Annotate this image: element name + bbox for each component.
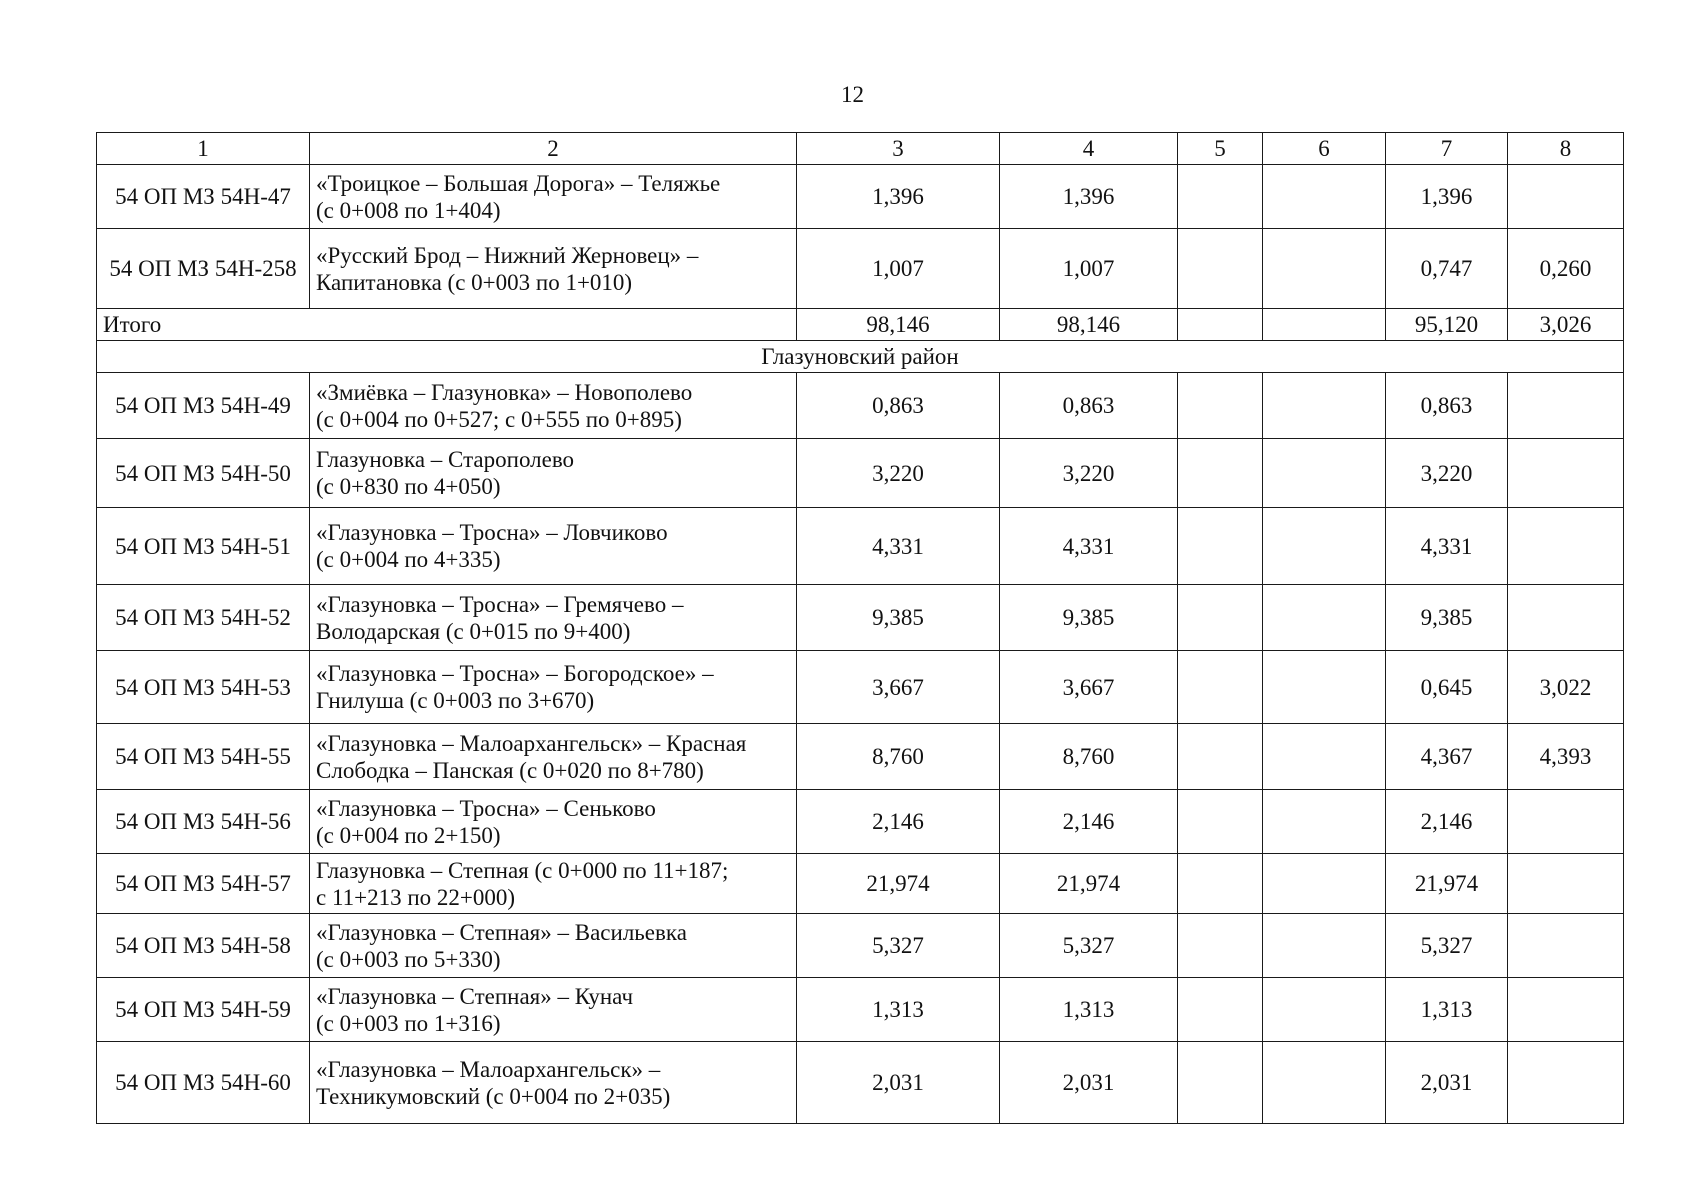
value-cell-c6 xyxy=(1263,229,1386,309)
road-code: 54 ОП МЗ 54Н-58 xyxy=(115,933,291,958)
road-name-line: «Глазуновка – Малоархангельск» – Красная xyxy=(316,730,747,756)
table-row xyxy=(97,439,1624,508)
value-cell-c3: 1,313 xyxy=(797,978,1000,1042)
road-code-cell xyxy=(97,508,310,585)
road-code-cell xyxy=(97,373,310,439)
value-cell-c4: 3,220 xyxy=(1000,439,1178,508)
table-row xyxy=(97,790,1624,854)
value-cell-c8 xyxy=(1508,165,1624,229)
road-code-cell xyxy=(97,914,310,978)
road-name-line: «Глазуновка – Степная» – Кунач xyxy=(316,983,634,1009)
district-name: Глазуновский район xyxy=(97,341,1624,373)
total-label: Итого xyxy=(97,309,797,341)
road-name-line: (с 0+004 по 2+150) xyxy=(316,822,501,848)
road-name-line: (с 0+003 по 5+330) xyxy=(316,946,501,972)
road-code: 54 ОП МЗ 54Н-50 xyxy=(115,460,291,486)
road-name-line: (с 0+003 по 1+316) xyxy=(316,1010,501,1036)
road-name-line: «Змиёвка – Глазуновка» – Новополево xyxy=(316,379,693,405)
value-cell-c4: 2,031 xyxy=(1000,1042,1178,1124)
road-code: 54 ОП МЗ 54Н-59 xyxy=(115,997,291,1022)
table-row xyxy=(97,165,1624,229)
value-cell-c6 xyxy=(1263,373,1386,439)
road-name-cell xyxy=(310,854,797,914)
value-cell-c7: 5,327 xyxy=(1386,914,1508,978)
total-value-c7: 95,120 xyxy=(1386,309,1508,341)
value-cell-c5 xyxy=(1178,439,1263,508)
column-header: 6 xyxy=(1263,133,1386,165)
value-cell-c7: 21,974 xyxy=(1386,854,1508,914)
value-cell-c5 xyxy=(1178,508,1263,585)
roads-table xyxy=(96,132,1624,1124)
value-cell-c3: 8,760 xyxy=(797,724,1000,790)
value-cell-c6 xyxy=(1263,508,1386,585)
road-name-line: с 11+213 по 22+000) xyxy=(316,884,516,910)
road-code: 54 ОП МЗ 54Н-51 xyxy=(115,533,291,559)
road-name-cell xyxy=(310,373,797,439)
road-code: 54 ОП МЗ 54Н-47 xyxy=(115,184,291,209)
value-cell-c7: 1,313 xyxy=(1386,978,1508,1042)
road-name-line: (с 0+830 по 4+050) xyxy=(316,474,501,499)
page-number: 12 xyxy=(841,82,864,107)
table-row xyxy=(97,229,1624,309)
value-cell-c4: 1,313 xyxy=(1000,978,1178,1042)
value-cell-c4: 9,385 xyxy=(1000,585,1178,651)
value-cell-c3: 21,974 xyxy=(797,854,1000,914)
column-header: 4 xyxy=(1000,133,1178,165)
value-cell-c8: 0,260 xyxy=(1508,229,1624,309)
road-code-cell xyxy=(97,439,310,508)
road-name-line: Слободка – Панская (с 0+020 по 8+780) xyxy=(316,757,704,783)
road-name-line: «Глазуновка – Тросна» – Богородское» – xyxy=(316,661,714,686)
value-cell-c6 xyxy=(1263,790,1386,854)
road-name-line: «Глазуновка – Малоархангельск» – xyxy=(316,1056,661,1082)
road-name-line: Глазуновка – Старополево xyxy=(316,447,575,472)
road-name-line: «Глазуновка – Тросна» – Ловчиково xyxy=(316,520,668,545)
road-name-line: Техникумовский (с 0+004 по 2+035) xyxy=(316,1083,671,1109)
value-cell-c5 xyxy=(1178,373,1263,439)
road-name-line: «Русский Брод – Нижний Жерновец» – xyxy=(316,242,699,268)
value-cell-c7: 0,747 xyxy=(1386,229,1508,309)
value-cell-c7: 4,331 xyxy=(1386,508,1508,585)
value-cell-c7: 1,396 xyxy=(1386,165,1508,229)
value-cell-c3: 2,031 xyxy=(797,1042,1000,1124)
column-header: 1 xyxy=(97,133,310,165)
value-cell-c4: 21,974 xyxy=(1000,854,1178,914)
road-name-line: «Глазуновка – Тросна» – Гремячево – xyxy=(316,591,684,617)
value-cell-c4: 3,667 xyxy=(1000,651,1178,724)
value-cell-c5 xyxy=(1178,914,1263,978)
table-row xyxy=(97,914,1624,978)
table-row xyxy=(97,1042,1624,1124)
value-cell-c6 xyxy=(1263,914,1386,978)
total-row xyxy=(97,309,1624,341)
value-cell-c8 xyxy=(1508,508,1624,585)
value-cell-c5 xyxy=(1178,724,1263,790)
table-row xyxy=(97,854,1624,914)
road-name-line: Володарская (с 0+015 по 9+400) xyxy=(316,618,631,644)
road-code: 54 ОП МЗ 54Н-56 xyxy=(115,809,291,834)
value-cell-c3: 3,220 xyxy=(797,439,1000,508)
value-cell-c5 xyxy=(1178,229,1263,309)
road-code-cell xyxy=(97,978,310,1042)
value-cell-c8 xyxy=(1508,439,1624,508)
road-name-line: «Троицкое – Большая Дорога» – Теляжье xyxy=(316,170,721,196)
road-name-line: (с 0+004 по 0+527; с 0+555 по 0+895) xyxy=(316,406,682,432)
road-name-cell xyxy=(310,585,797,651)
value-cell-c7: 2,146 xyxy=(1386,790,1508,854)
total-value-c5 xyxy=(1178,309,1263,341)
column-header: 2 xyxy=(310,133,797,165)
table-row xyxy=(97,508,1624,585)
road-name-line: (с 0+008 по 1+404) xyxy=(316,197,501,223)
district-row xyxy=(97,341,1624,373)
value-cell-c4: 8,760 xyxy=(1000,724,1178,790)
road-code-cell xyxy=(97,585,310,651)
column-header: 8 xyxy=(1508,133,1624,165)
road-code-cell xyxy=(97,854,310,914)
road-code-cell xyxy=(97,651,310,724)
road-name-cell xyxy=(310,651,797,724)
road-name-cell xyxy=(310,790,797,854)
road-code-cell xyxy=(97,724,310,790)
road-code: 54 ОП МЗ 54Н-53 xyxy=(115,674,291,700)
road-name-line: Глазуновка – Степная (с 0+000 по 11+187; xyxy=(316,857,729,883)
value-cell-c5 xyxy=(1178,651,1263,724)
road-code: 54 ОП МЗ 54Н-49 xyxy=(115,393,291,418)
value-cell-c3: 2,146 xyxy=(797,790,1000,854)
road-name-cell xyxy=(310,978,797,1042)
total-value-c4: 98,146 xyxy=(1000,309,1178,341)
road-code: 54 ОП МЗ 54Н-52 xyxy=(115,605,291,630)
road-name-cell xyxy=(310,724,797,790)
value-cell-c5 xyxy=(1178,790,1263,854)
table-row xyxy=(97,978,1624,1042)
value-cell-c3: 1,396 xyxy=(797,165,1000,229)
value-cell-c3: 9,385 xyxy=(797,585,1000,651)
value-cell-c3: 1,007 xyxy=(797,229,1000,309)
value-cell-c5 xyxy=(1178,854,1263,914)
value-cell-c5 xyxy=(1178,165,1263,229)
value-cell-c7: 0,863 xyxy=(1386,373,1508,439)
road-name-line: «Глазуновка – Степная» – Васильевка xyxy=(316,919,687,945)
value-cell-c8 xyxy=(1508,1042,1624,1124)
value-cell-c5 xyxy=(1178,1042,1263,1124)
value-cell-c8 xyxy=(1508,790,1624,854)
value-cell-c6 xyxy=(1263,854,1386,914)
road-code: 54 ОП МЗ 54Н-60 xyxy=(115,1070,291,1095)
road-code: 54 ОП МЗ 54Н-258 xyxy=(109,256,297,281)
header-row xyxy=(97,133,1624,165)
table-row xyxy=(97,724,1624,790)
value-cell-c3: 3,667 xyxy=(797,651,1000,724)
road-code-cell xyxy=(97,165,310,229)
value-cell-c8 xyxy=(1508,373,1624,439)
column-header: 7 xyxy=(1386,133,1508,165)
column-header: 5 xyxy=(1178,133,1263,165)
value-cell-c6 xyxy=(1263,651,1386,724)
value-cell-c8 xyxy=(1508,854,1624,914)
value-cell-c3: 4,331 xyxy=(797,508,1000,585)
value-cell-c6 xyxy=(1263,439,1386,508)
value-cell-c8: 3,022 xyxy=(1508,651,1624,724)
value-cell-c6 xyxy=(1263,724,1386,790)
value-cell-c6 xyxy=(1263,978,1386,1042)
value-cell-c7: 2,031 xyxy=(1386,1042,1508,1124)
road-name-cell xyxy=(310,439,797,508)
value-cell-c3: 5,327 xyxy=(797,914,1000,978)
road-code: 54 ОП МЗ 54Н-57 xyxy=(115,871,291,896)
table-row xyxy=(97,585,1624,651)
value-cell-c6 xyxy=(1263,585,1386,651)
road-name-line: (с 0+004 по 4+335) xyxy=(316,547,501,572)
total-value-c8: 3,026 xyxy=(1508,309,1624,341)
value-cell-c5 xyxy=(1178,585,1263,651)
road-name-cell xyxy=(310,508,797,585)
road-code-cell xyxy=(97,1042,310,1124)
total-value-c3: 98,146 xyxy=(797,309,1000,341)
value-cell-c4: 1,007 xyxy=(1000,229,1178,309)
road-name-cell xyxy=(310,165,797,229)
road-name-line: Гнилуша (с 0+003 по 3+670) xyxy=(316,688,595,713)
value-cell-c4: 0,863 xyxy=(1000,373,1178,439)
road-name-line: Капитановка (с 0+003 по 1+010) xyxy=(316,269,633,295)
value-cell-c8 xyxy=(1508,978,1624,1042)
value-cell-c7: 0,645 xyxy=(1386,651,1508,724)
value-cell-c8 xyxy=(1508,585,1624,651)
table-row xyxy=(97,651,1624,724)
value-cell-c4: 4,331 xyxy=(1000,508,1178,585)
road-name-line: «Глазуновка – Тросна» – Сеньково xyxy=(316,795,656,821)
column-header: 3 xyxy=(797,133,1000,165)
value-cell-c3: 0,863 xyxy=(797,373,1000,439)
value-cell-c7: 3,220 xyxy=(1386,439,1508,508)
value-cell-c7: 9,385 xyxy=(1386,585,1508,651)
value-cell-c4: 1,396 xyxy=(1000,165,1178,229)
table-row xyxy=(97,373,1624,439)
value-cell-c6 xyxy=(1263,1042,1386,1124)
value-cell-c4: 2,146 xyxy=(1000,790,1178,854)
value-cell-c4: 5,327 xyxy=(1000,914,1178,978)
road-code-cell xyxy=(97,790,310,854)
value-cell-c6 xyxy=(1263,165,1386,229)
road-name-cell xyxy=(310,229,797,309)
value-cell-c8 xyxy=(1508,914,1624,978)
road-name-cell xyxy=(310,1042,797,1124)
value-cell-c7: 4,367 xyxy=(1386,724,1508,790)
road-code: 54 ОП МЗ 54Н-55 xyxy=(115,744,291,769)
value-cell-c5 xyxy=(1178,978,1263,1042)
road-code-cell xyxy=(97,229,310,309)
value-cell-c8: 4,393 xyxy=(1508,724,1624,790)
total-value-c6 xyxy=(1263,309,1386,341)
road-name-cell xyxy=(310,914,797,978)
